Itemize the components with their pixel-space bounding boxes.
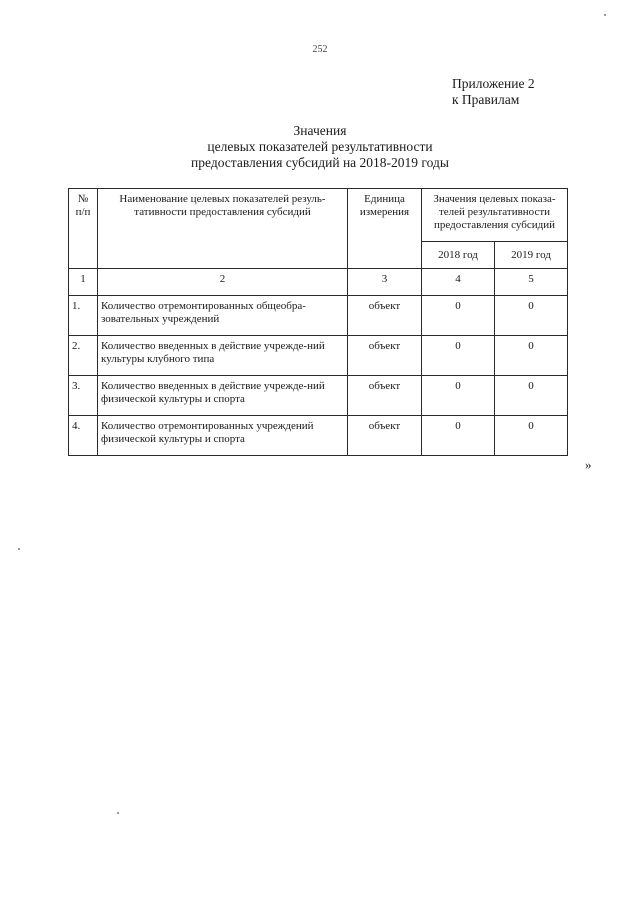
header-year-2019: 2019 год (495, 242, 568, 269)
row-value-2019: 0 (495, 416, 568, 456)
appendix-label (452, 76, 535, 108)
scan-speck (18, 548, 20, 550)
document-title (0, 123, 640, 171)
table-header-row (69, 189, 568, 242)
index-cell: 2 (98, 269, 348, 296)
table-row (69, 296, 568, 336)
row-number: 1. (69, 296, 98, 336)
index-cell: 1 (69, 269, 98, 296)
title-line-1: Значения (293, 123, 347, 138)
header-unit: Единица измерения (348, 189, 422, 269)
indicators-table (68, 188, 568, 456)
header-number: № п/п (69, 189, 98, 269)
row-number: 2. (69, 336, 98, 376)
row-value-2018: 0 (422, 416, 495, 456)
row-value-2018: 0 (422, 376, 495, 416)
row-unit: объект (348, 416, 422, 456)
title-line-3: предоставления субсидий на 2018-2019 годы (191, 155, 449, 170)
row-indicator-name: Количество введенных в действие учрежде-ний культуры клубного типа (98, 336, 348, 376)
index-cell: 3 (348, 269, 422, 296)
row-value-2018: 0 (422, 296, 495, 336)
row-indicator-name: Количество отремонтированных учреждений физической культуры и спорта (98, 416, 348, 456)
header-year-2018: 2018 год (422, 242, 495, 269)
row-indicator-name: Количество отремонтированных общеобра-зовательных учреждений (98, 296, 348, 336)
index-cell: 4 (422, 269, 495, 296)
row-unit: объект (348, 296, 422, 336)
table-row (69, 376, 568, 416)
table-row (69, 336, 568, 376)
row-number: 4. (69, 416, 98, 456)
header-indicator-name: Наименование целевых показателей резуль-тативности предоставления субсидий (98, 189, 348, 269)
closing-quote-mark: » (585, 457, 592, 472)
row-value-2018: 0 (422, 336, 495, 376)
row-number: 3. (69, 376, 98, 416)
row-value-2019: 0 (495, 336, 568, 376)
appendix-line-2: к Правилам (452, 92, 520, 107)
scan-speck (604, 14, 606, 16)
page-number: 252 (312, 44, 328, 55)
row-value-2019: 0 (495, 376, 568, 416)
appendix-line-1: Приложение 2 (452, 76, 535, 91)
row-unit: объект (348, 376, 422, 416)
table-row (69, 416, 568, 456)
header-values: Значения целевых показа-телей результативности предоставления субсидий (422, 189, 568, 242)
scan-speck (117, 812, 119, 814)
row-indicator-name: Количество введенных в действие учрежде-ний физической культуры и спорта (98, 376, 348, 416)
row-value-2019: 0 (495, 296, 568, 336)
index-cell: 5 (495, 269, 568, 296)
row-unit: объект (348, 336, 422, 376)
table-index-row (69, 269, 568, 296)
title-line-2: целевых показателей результативности (207, 139, 433, 154)
